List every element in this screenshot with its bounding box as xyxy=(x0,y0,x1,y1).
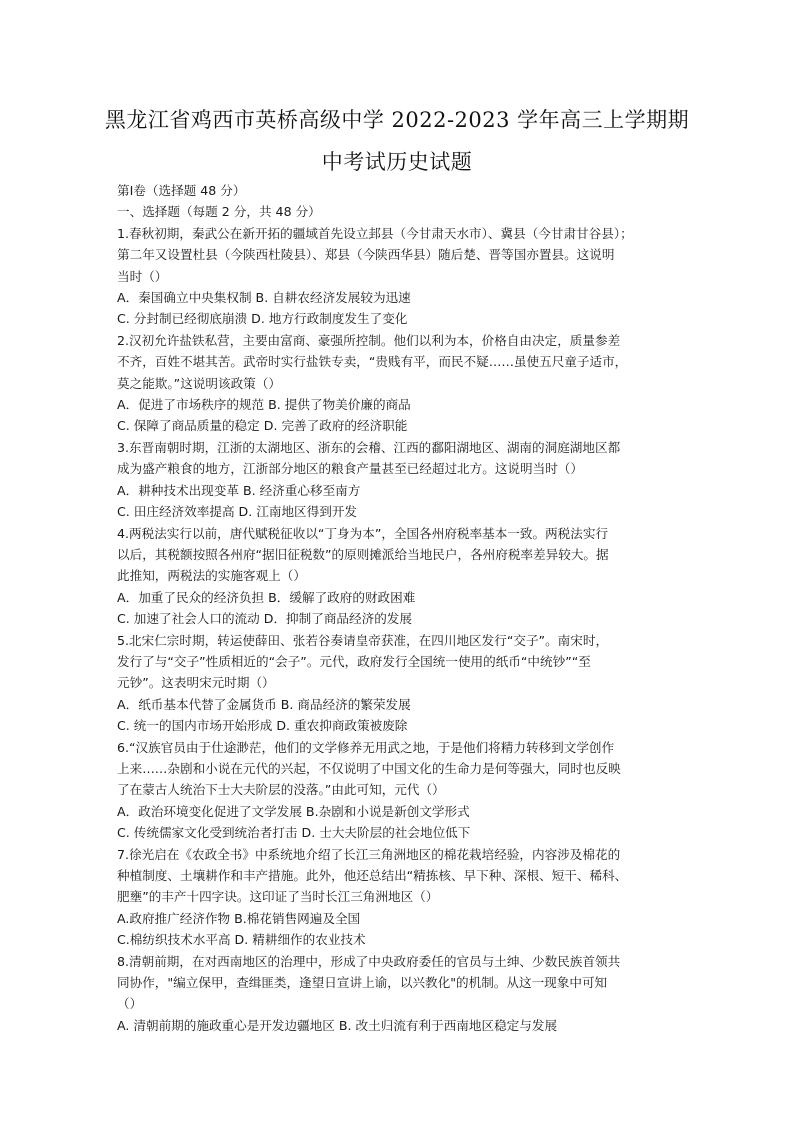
question-text: 发行了与“交子”性质相近的“会子”。元代，政府发行全国统一使用的纸币“中统钞”“至 xyxy=(117,653,591,669)
question-3 xyxy=(117,437,687,523)
answer-options: A．耕种技术出现变革 B. 经济重心移至南方 xyxy=(117,482,361,498)
question-text: 3.东晋南朝时期，江浙的太湖地区、浙东的会稽、江西的鄱阳湖地区、湖南的洞庭湖地区都 xyxy=(117,439,621,455)
question-text: （） xyxy=(117,996,143,1012)
question-1 xyxy=(117,223,687,330)
answer-options: A.政府推广经济作物 B.棉花销售网遍及全国 xyxy=(117,910,361,926)
question-5 xyxy=(117,630,687,737)
question-text: 5.北宋仁宗时期，转运使薛田、张若谷奏请皇帝获准，在四川地区发行“交子”。南宋时， xyxy=(117,632,609,648)
question-text: 种植制度、土壤耕作和丰产措施。此外，他还总结出“精拣核、早下种、深根、短干、稀科、 xyxy=(117,868,628,883)
question-text: 成为盛产粮食的地方，江浙部分地区的粮食产量甚至已经超过北方。这说明当时（） xyxy=(117,461,583,477)
question-text: 当时（） xyxy=(117,268,168,284)
question-2 xyxy=(117,330,687,437)
question-text: 1.春秋初期，秦武公在新开拓的疆域首先设立邽县（今甘肃天水市）、冀县（今甘肃甘谷县）； xyxy=(117,225,633,241)
answer-options: A．政治环境变化促进了文学发展 B.杂剧和小说是新创文学形式 xyxy=(117,803,470,819)
answer-options: C. 保障了商品质量的稳定 D. 完善了政府的经济职能 xyxy=(117,418,408,434)
question-text: 此推知，两税法的实施客观上（） xyxy=(117,568,306,584)
answer-options: A．纸币基本代替了金属货币 B. 商品经济的繁荣发展 xyxy=(117,696,411,712)
question-text: 元钞”。这表明宋元时期（） xyxy=(117,675,275,691)
question-text: 8.清朝前期，在对西南地区的治理中，形成了中央政府委任的官员与土绅、少数民族首领共 xyxy=(117,953,621,969)
question-8 xyxy=(117,951,687,1037)
part-heading: 一、选择题（每题 2 分，共 48 分） xyxy=(117,204,321,220)
question-text: 同协作，"编立保甲，查缉匪类，逢望日宣讲上谕，以兴教化"的机制。从这一现象中可知 xyxy=(117,975,608,991)
exam-content xyxy=(117,180,687,1036)
question-text: 2.汉初允许盐铁私营，主要由富商、豪强所控制。他们以利为本，价格自由决定，质量参差 xyxy=(117,332,621,348)
question-text: 7.徐光启在《农政全书》中系统地介绍了长江三角洲地区的棉花栽培经验，内容涉及棉花的 xyxy=(117,846,621,862)
question-6 xyxy=(117,737,687,844)
answer-options: A．秦国确立中央集权制 B. 自耕农经济发展较为迅速 xyxy=(117,290,411,306)
answer-options: A. 清朝前期的施政重心是开发边疆地区 B. 改土归流有利于西南地区稳定与发展 xyxy=(117,1017,558,1033)
answer-options: C. 田庄经济效率提高 D. 江南地区得到开发 xyxy=(117,504,358,520)
answer-options: A．加重了民众的经济负担 B．缓解了政府的财政困难 xyxy=(117,589,416,605)
answer-options: C.棉纺织技术水平高 D. 精耕细作的农业技术 xyxy=(117,932,366,948)
volume-heading: 第Ⅰ卷（选择题 48 分） xyxy=(117,183,246,198)
question-text: 以后，其税额按照各州府“据旧征税数”的原则摊派给当地民户，各州府税率差异较大。据 xyxy=(117,546,609,562)
question-text: 上来……杂剧和小说在元代的兴起，不仅说明了中国文化的生命力是何等强大，同时也反映 xyxy=(117,760,621,776)
question-7 xyxy=(117,844,687,951)
question-text: 莫之能欺。”这说明该政策（） xyxy=(117,375,281,391)
question-text: 第二年又设置杜县（今陕西杜陵县）、郑县（今陕西华县）随后楚、晋等国亦置县。这说明 xyxy=(117,247,615,263)
exam-title-line-2: 中考试历史试题 xyxy=(321,150,473,174)
answer-options: C. 传统儒家文化受到统治者打击 D. 士大夫阶层的社会地位低下 xyxy=(117,825,471,841)
question-text: 4.两税法实行以前，唐代赋税征收以“丁身为本”，全国各州府税率基本一致。两税法实行 xyxy=(117,525,609,541)
question-text: 肥壅”的丰产十四字诀。这印证了当时长江三角洲地区（） xyxy=(117,889,439,905)
answer-options: C. 分封制已经彻底崩溃 D. 地方行政制度发生了变化 xyxy=(117,311,408,327)
exam-title-line-1: 黑龙江省鸡西市英桥高级中学 2022-2023 学年高三上学期期 xyxy=(104,108,690,132)
question-text: 不齐，百姓不堪其苦。武帝时实行盐铁专卖，“贵贱有平，而民不疑……虽使五尺童子适市， xyxy=(117,354,628,370)
question-text: 了在蒙古人统治下士大夫阶层的没落。”由此可知，元代（） xyxy=(117,782,445,798)
answer-options: A．促进了市场秩序的规范 B. 提供了物美价廉的商品 xyxy=(117,397,411,413)
answer-options: C. 加速了社会人口的流动 D．抑制了商品经济的发展 xyxy=(117,611,412,627)
answer-options: C. 统一的国内市场开始形成 D. 重农抑商政策被废除 xyxy=(117,718,408,734)
question-4 xyxy=(117,523,687,630)
question-text: 6.“汉族官员由于仕途渺茫，他们的文学修养无用武之地，于是他们将精力转移到文学创作 xyxy=(117,739,615,755)
